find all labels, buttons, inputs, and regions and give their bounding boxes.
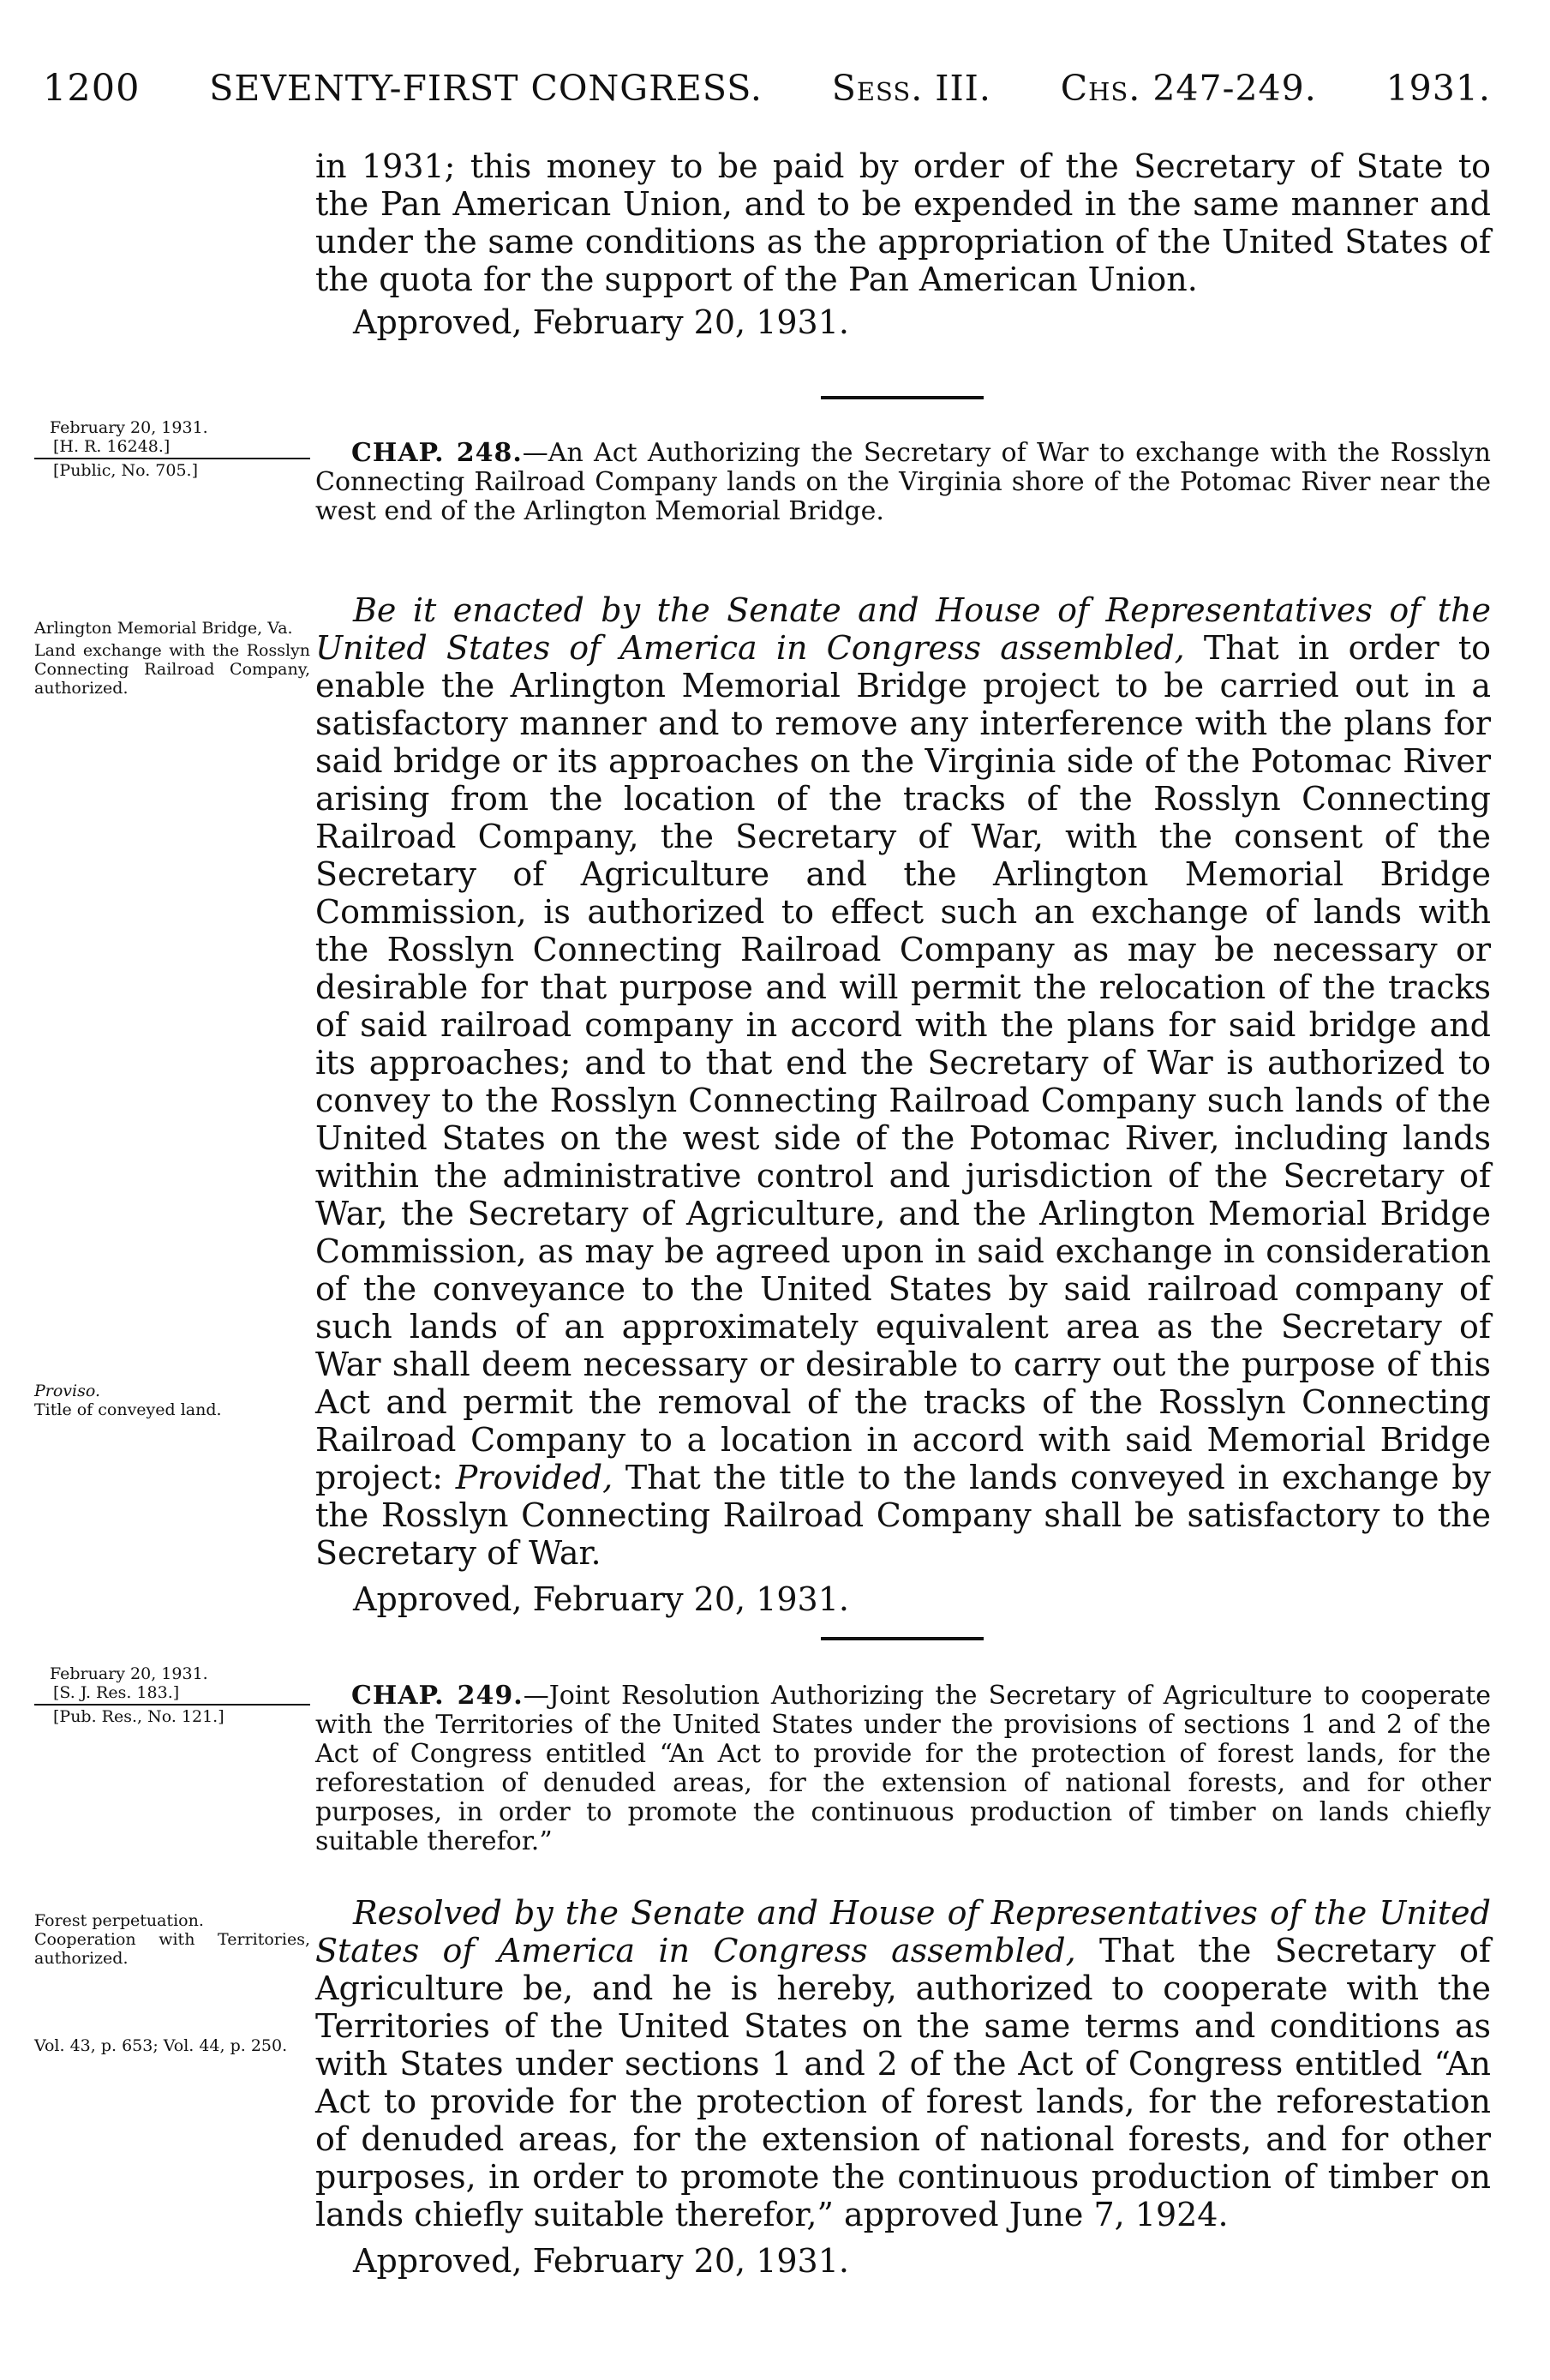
intro-paragraph: in 1931; this money to be paid by order of the Secretary of State to the Pan American Union, and to be expended in the same manner and under the same conditions as the appropriation of the United States of the quota for the support of the Pan American Union. bbox=[315, 147, 1491, 298]
chap249-title: —Joint Resolution Authorizing the Secretary of Agriculture to cooperate with the Territories of the United States under the provisions of sections 1 and 2 of the Act of Congress entitled “An Act to provide for the protection of forest lands, for the reforestation of denuded areas, for the extension of national forests, and for other purposes, in order to promote the continuous production of timber on lands chiefly suitable therefor.” bbox=[315, 1681, 1491, 1856]
intro-section bbox=[315, 147, 1491, 341]
chap248-margin-date: February 20, 1931. bbox=[50, 418, 208, 437]
chap249-margin-citation bbox=[34, 1664, 310, 1726]
chap249-body bbox=[315, 1894, 1491, 2280]
section-divider bbox=[821, 396, 984, 399]
chap249-label: CHAP. 249. bbox=[351, 1681, 524, 1711]
intro-approved: Approved, February 20, 1931. bbox=[353, 303, 849, 341]
chap248-margin-note-2: Land exchange with the Rosslyn Connecting Railroad Company, authorized. bbox=[34, 641, 310, 698]
chap249-margin-note-2: Cooperation with Territories, authorized. bbox=[34, 1930, 310, 1968]
chap248-body-text: That in order to enable the Arlington Memorial Bridge project to be carried out in a satisfactory manner and to remove any interference with the plans for said bridge or its approaches on the Virginia side of the Potomac River arising from the location of the tracks of the Rosslyn Connecting Railroad Company, the Secretary of War, with the consent of the Secretary of Agriculture and the Arlington Memorial Bridge Commission, is authorized to effect such an exchange of lands with the Rosslyn Connecting Railroad Company as may be necessary or desirable for that purpose and will permit the relocation of the tracks of said railroad company in accord with the plans for said bridge and its approaches; and to that end the Secretary of War is authorized to convey to the Rosslyn Connecting Railroad Company such lands of the United States on the west side of the Potomac River, including lands within the administrative control and jurisdiction of the Secretary of War, the Secretary of Agriculture, and the Arlington Memorial Bridge Commission, as may be agreed upon in said exchange in consideration of the conveyance to the United States by said railroad company of such lands of an approximately equivalent area as the Secretary of War shall deem necessary or desirable to carry out the purpose of this Act and permit the removal of the tracks of the Rosslyn Connecting Railroad Company to a location in accord with said Memorial Bridge project: bbox=[315, 629, 1491, 1496]
chap248-margin-proviso-label: Proviso. bbox=[34, 1382, 101, 1400]
chap249-paragraph bbox=[315, 1894, 1491, 2233]
chap249-body-text: That the Secretary of Agriculture be, and he is hereby, authorized to cooperate with the Territories of the United States on the same terms and conditions as with States under sections 1 and 2 of the Act of Congress entitled “An Act to provide for the protection of forest lands, for the reforestation of denuded areas, for the extension of national forests, and for other purposes, in order to promote the continuous production of timber on lands chiefly suitable therefor,” approved June 7, 1924. bbox=[315, 1932, 1491, 2233]
chap248-proviso-text: That the title to the lands conveyed in exchange by the Rosslyn Connecting Railroad Company shall be satisfactory to the Secretary of War. bbox=[315, 1459, 1491, 1572]
chap248-approved: Approved, February 20, 1931. bbox=[353, 1580, 849, 1618]
chap248-margin-bill: [H. R. 16248.] bbox=[34, 437, 310, 459]
chap248-margin-citation bbox=[34, 418, 310, 480]
chap249-margin-note-1: Forest perpetuation. bbox=[34, 1911, 204, 1930]
chap248-margin-note-1: Arlington Memorial Bridge, Va. bbox=[34, 619, 293, 638]
running-head bbox=[43, 67, 1491, 110]
chap248-heading bbox=[315, 439, 1491, 526]
chap249-approved: Approved, February 20, 1931. bbox=[353, 2242, 849, 2280]
chap249-margin-bill: [S. J. Res. 183.] bbox=[34, 1683, 310, 1706]
congress-title: SEVENTY-FIRST CONGRESS. bbox=[209, 68, 763, 109]
chap248-body bbox=[315, 591, 1491, 1618]
chap248-paragraph bbox=[315, 591, 1491, 1572]
section-divider bbox=[821, 1637, 984, 1640]
chap249-resolving-clause: Resolved by the Senate and House of Representatives of the United States of America in Congress assembled, bbox=[315, 1894, 1491, 1969]
year-label: 1931. bbox=[1385, 68, 1491, 109]
chap248-margin-proviso-note: Title of conveyed land. bbox=[34, 1400, 222, 1419]
chap249-heading bbox=[315, 1682, 1491, 1856]
page-number: 1200 bbox=[43, 67, 141, 110]
chap248-margin-notes bbox=[34, 619, 310, 698]
chap249-margin-public: [Pub. Res., No. 121.] bbox=[53, 1707, 224, 1726]
chap249-margin-notes bbox=[34, 1911, 310, 2055]
chap248-margin-proviso bbox=[34, 1382, 310, 1419]
chap248-enacting-clause: Be it enacted by the Senate and House of Representatives of the United States of America in Congress assembled, bbox=[315, 591, 1491, 667]
chap248-proviso-word: Provided, bbox=[455, 1459, 613, 1496]
chap248-label: CHAP. 248. bbox=[351, 438, 523, 468]
session-label: Sess. III. bbox=[831, 68, 991, 109]
chap248-title: —An Act Authorizing the Secretary of War to exchange with the Rosslyn Connecting Railroad Company lands on the Virginia shore of the Potomac River near the west end of the Arlington Memorial Bridge. bbox=[315, 438, 1491, 526]
chapters-label: Chs. 247-249. bbox=[1060, 68, 1317, 109]
chap248-margin-public: [Public, No. 705.] bbox=[53, 461, 198, 480]
chap249-margin-note-3: Vol. 43, p. 653; Vol. 44, p. 250. bbox=[34, 2036, 288, 2055]
chap249-margin-date: February 20, 1931. bbox=[50, 1664, 208, 1683]
